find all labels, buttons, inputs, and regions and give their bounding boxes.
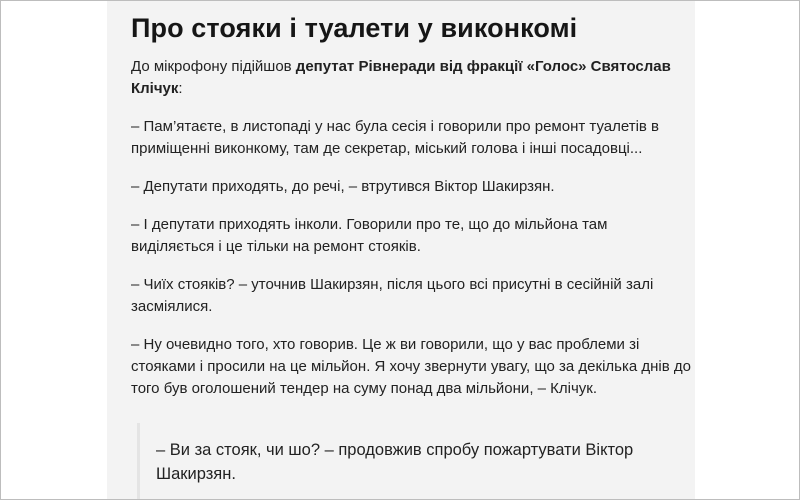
section-heading: Про стояки і туалети у виконкомі: [131, 13, 578, 43]
article-body: [131, 11, 691, 400]
paragraph: – Депутати приходять, до речі, – втрутився Віктор Шакирзян.: [131, 178, 555, 195]
intro-paragraph: [131, 56, 691, 100]
speaker-name: депутат Рівнеради від фракції «Голос» Святослав Клічук: [131, 58, 671, 97]
paragraph: – Ну очевидно того, хто говорив. Це ж ви говорили, що у вас проблеми зі стояками і просили на це мільйон. Я хочу звернути увагу, що за декілька днів до того був оголошений тендер на суму понад два мільйони, – Клічук.: [131, 336, 691, 397]
blockquote: [137, 423, 676, 500]
paragraph: – І депутати приходять інколи. Говорили про те, що до мільйона там виділяється і це тільки на ремонт стояків.: [131, 216, 608, 255]
blockquote-text: – Ви за стояк, чи шо? – продовжив спробу пожартувати Віктор Шакирзян.: [156, 441, 634, 483]
intro-colon: :: [178, 80, 183, 97]
paragraph: – Пам’ятаєте, в листопаді у нас була сесія і говорили про ремонт туалетів в приміщенні виконкому, там де секретар, міський голова і інші посадовці...: [131, 118, 660, 157]
intro-text: До мікрофону підійшов: [131, 58, 296, 75]
paragraph: – Чиїх стояків? – уточнив Шакирзян, після цього всі присутні в сесійній залі засміялися.: [131, 276, 654, 315]
